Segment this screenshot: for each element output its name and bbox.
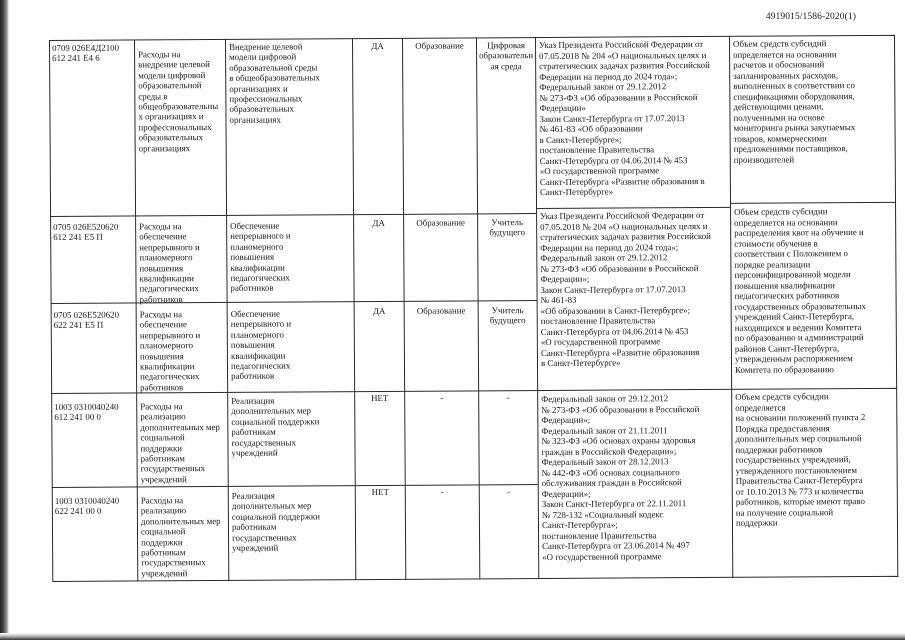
- expense-name: Расходы на обеспечение непрерывного и планомерного повышения квалификации педагогических работников: [139, 221, 200, 305]
- national-project-flag: ДА: [372, 305, 386, 317]
- row-divider: [50, 213, 536, 217]
- sphere-name: -: [440, 486, 444, 497]
- subsidy-purpose: Реализация дополнительных мер социальной поддержки работникам государственных учреждений: [231, 490, 321, 553]
- scan-edge-bottom: [0, 633, 905, 640]
- expense-name: Расходы на внедрение целевой модели цифровой образовательной среды в общеобразовательны х организациях и профессиональных образовательных организациях: [138, 49, 219, 154]
- row-divider: [51, 300, 537, 304]
- budget-code: 0705 026Е520620 622 241 Е5 П: [53, 309, 120, 331]
- project-name: Цифровая образовательн ая среда: [479, 40, 534, 72]
- legal-basis-text: Федеральный закон от 29.12.2012 № 273-ФЗ «Об образовании в Российской Федерации»; Федеральный закон от 21.11.2011 № 323-ФЗ «Об основах охраны здоровья граждан в Российской Федерации»; Федеральный закон от 28.12.2013 № 442-ФЗ «Об основах социального обслуживания граждан в Российской Федерации»; Закон Санкт-Петербурга от 22.11.2011 № 728-132 «Социальный кодекс Санкт-Петербурга»; постановление Правительства Санкт-Петербурга от 23.06.2014 № 497 «О государственной программе: [541, 393, 700, 562]
- national-project-flag: НЕТ: [371, 392, 389, 404]
- project-name: -: [507, 486, 511, 497]
- budget-code: 0709 026Е4Д2100 612 241 Е4 6: [52, 42, 120, 64]
- subsidy-purpose: Обеспечение непрерывного и планомерного повышения квалификации педагогических работников: [230, 308, 292, 382]
- national-project-flag: ДА: [372, 217, 385, 229]
- sphere-name: Образование: [416, 217, 465, 228]
- expense-name: Расходы на обеспечение непрерывного и планомерного повышения квалификации педагогических работников: [139, 309, 201, 393]
- document-registration-number: 4919015/1586-2020(1): [765, 12, 856, 22]
- sphere-name: Образование: [416, 305, 466, 316]
- budget-code: 1003 0310040240 622 241 00 0: [54, 495, 120, 517]
- sphere-name: -: [440, 392, 444, 403]
- scan-edge-left: [0, 0, 9, 640]
- budget-code: 0705 026Е520620 612 241 Е5 П: [53, 221, 119, 243]
- subsidy-calculation-text: Объем средств субсидии определяется на основании положений пункта 2 Порядка предоставления дополнительных мер социальной поддержки работников государственных учреждений, утвержденного постановлением Правительства Санкт-Петербурга от 10.10.2013 № 773 и количества работников, которые имеют право на получение социальной поддержки: [735, 391, 866, 528]
- subsidy-calculation-text: Объем средств субсидий определяется на основании расчетов и обоснований запланированных расходов, выполненных в соответствии со спецификациями оборудования, действующими ценами, полученными на основе мониторинга рынка закупаемых товаров, коммерческими предложениями поставщиков, производителей: [733, 38, 856, 165]
- subsidy-purpose: Реализация дополнительных мер социальной поддержки работникам государственных учреждений: [231, 395, 320, 458]
- project-name: Учитель будущего: [489, 305, 526, 326]
- subsidy-purpose: Внедрение целевой модели цифровой образовательной среды в общеобразовательных организациях и профессиональных образовательных организациях: [229, 41, 320, 125]
- project-name: Учитель будущего: [489, 217, 526, 238]
- legal-basis-text: Указ Президента Российской Федерации от 07.05.2018 № 204 «О национальных целях и стратегических задачах развития Российской Федерации на период до 2024 года»; Федеральный закон от 29.12.2012 № 273-ФЗ «Об образовании в Российской Федерации» Закон Санкт-Петербурга от 17.07.2013 № 461-83 «Об образовании в Санкт-Петербурге»; постановление Правительства Санкт-Петербурга от 04.06.2014 № 453 «О государственной программе Санкт-Петербурга «Развитие образования в Санкт-Петербурге»: [539, 39, 710, 198]
- project-name: -: [506, 392, 510, 403]
- national-project-flag: ДА: [371, 40, 384, 52]
- budget-code: 1003 0310040240 612 241 00 0: [54, 401, 119, 423]
- sphere-name: Образование: [415, 40, 464, 51]
- subsidy-table: [49, 35, 898, 582]
- expense-name: Расходы на реализацию дополнительных мер социальной поддержки работникам государственных учреждений: [140, 495, 221, 579]
- national-project-flag: НЕТ: [371, 486, 389, 498]
- row-divider: [730, 202, 896, 204]
- expense-name: Расходы на реализацию дополнительных мер социальной поддержки работникам государственных учреждений: [140, 401, 221, 485]
- subsidy-purpose: Обеспечение непрерывного и планомерного повышения квалификации педагогических работников: [230, 220, 291, 294]
- row-divider: [536, 207, 730, 209]
- subsidy-calculation-text: Объем средств субсидии определяется на основании распределения квот на обучение и стоимости обучения в соответствии с Положением о порядке реализации персонифицированной модели повышения квалификации педагогических работников государственных образовательных учреждений Санкт-Петербурга, находящихся в ведении Комитета по образованию и администраций районов Санкт-Петербурга, утвержденным распоряжением Комитета по образованию: [734, 206, 866, 375]
- legal-basis-text: Указ Президента Российской Федерации от 07.05.2018 № 204 «О национальных целях и стратегических задачах развития Российской Федерации на период до 2024 года»; Федеральный закон от 29.12.2012 № 273-ФЗ «Об образовании в Российской Федерации»; Закон Санкт-Петербурга от 17.07.2013 № 461-83 «Об образовании в Санкт-Петербурге»; постановление Правительства Санкт-Петербурга от 04.06.2014 № 453 «О государственной программе Санкт-Петербурга «Развитие образования в Санкт-Петербурге»: [540, 210, 711, 369]
